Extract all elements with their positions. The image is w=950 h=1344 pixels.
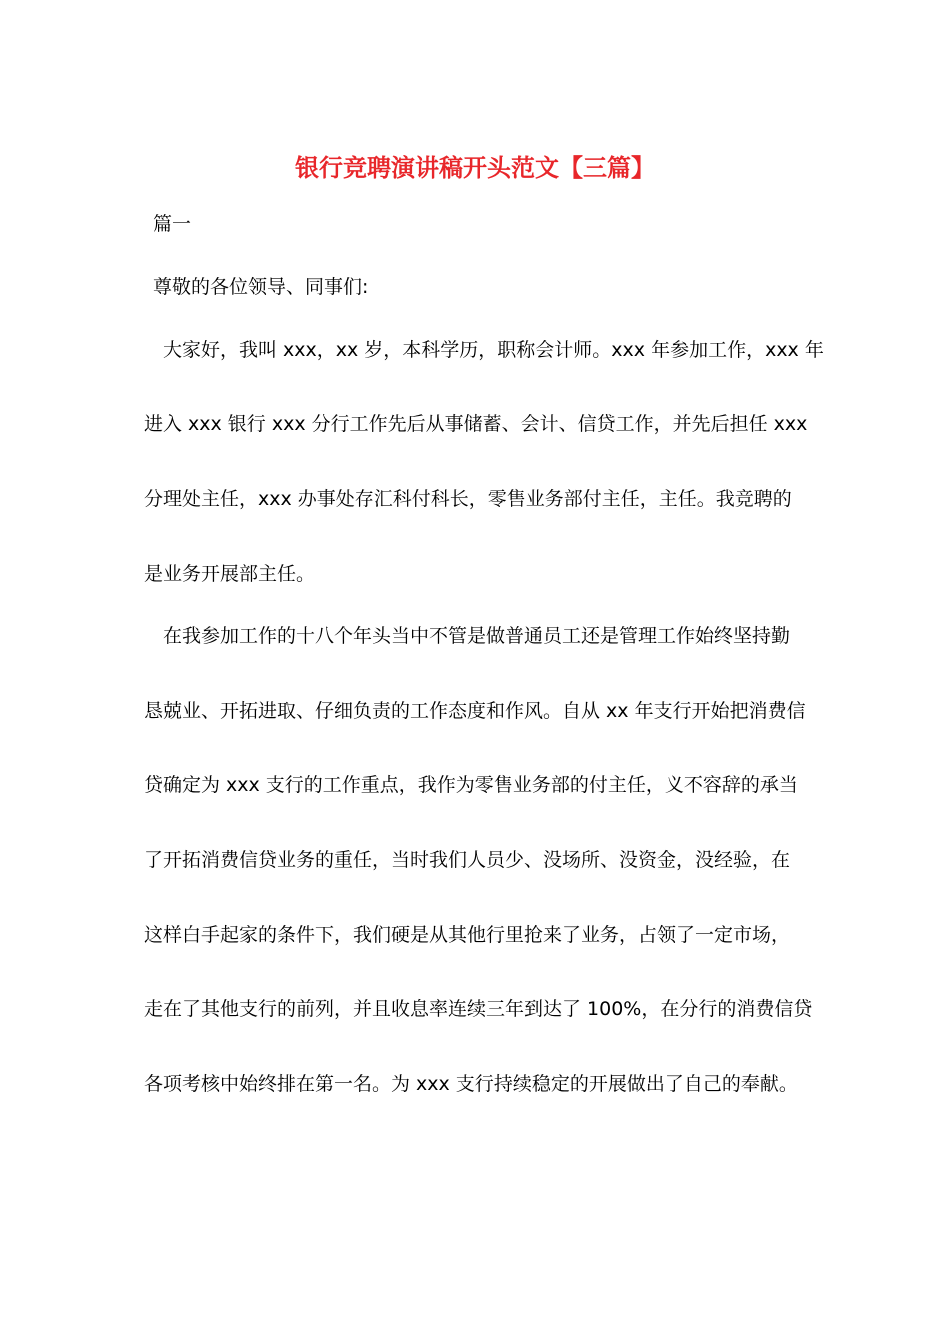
body-line: 贷确定为 xxx 支行的工作重点，我作为零售业务部的付主任，义不容辞的承当 <box>144 774 798 796</box>
body-line: 分理处主任，xxx 办事处存汇科付科长，零售业务部付主任，主任。我竞聘的 <box>144 488 792 510</box>
body-line: 是业务开展部主任。 <box>144 563 316 585</box>
document-title: 银行竞聘演讲稿开头范文【三篇】 <box>295 154 655 182</box>
body-line: 恳兢业、开拓进取、仔细负责的工作态度和作风。自从 xx 年支行开始把消费信 <box>144 700 806 722</box>
body-line: 在我参加工作的十八个年头当中不管是做普通员工还是管理工作始终坚持勤 <box>163 625 791 647</box>
body-line: 进入 xxx 银行 xxx 分行工作先后从事储蓄、会计、信贷工作，并先后担任 xxx <box>144 413 808 435</box>
body-line: 大家好，我叫 xxx，xx 岁，本科学历，职称会计师。xxx 年参加工作，xxx 年 <box>163 339 824 361</box>
section-label: 篇一 <box>153 213 192 235</box>
body-line: 走在了其他支行的前列，并且收息率连续三年到达了 100%，在分行的消费信贷 <box>144 998 813 1020</box>
body-line: 各项考核中始终排在第一名。为 xxx 支行持续稳定的开展做出了自己的奉献。 <box>144 1073 798 1095</box>
body-line: 这样白手起家的条件下，我们硬是从其他行里抢来了业务，占领了一定市场， <box>144 924 791 946</box>
greeting-line: 尊敬的各位领导、同事们: <box>153 276 369 298</box>
body-line: 了开拓消费信贷业务的重任，当时我们人员少、没场所、没资金，没经验，在 <box>144 849 791 871</box>
